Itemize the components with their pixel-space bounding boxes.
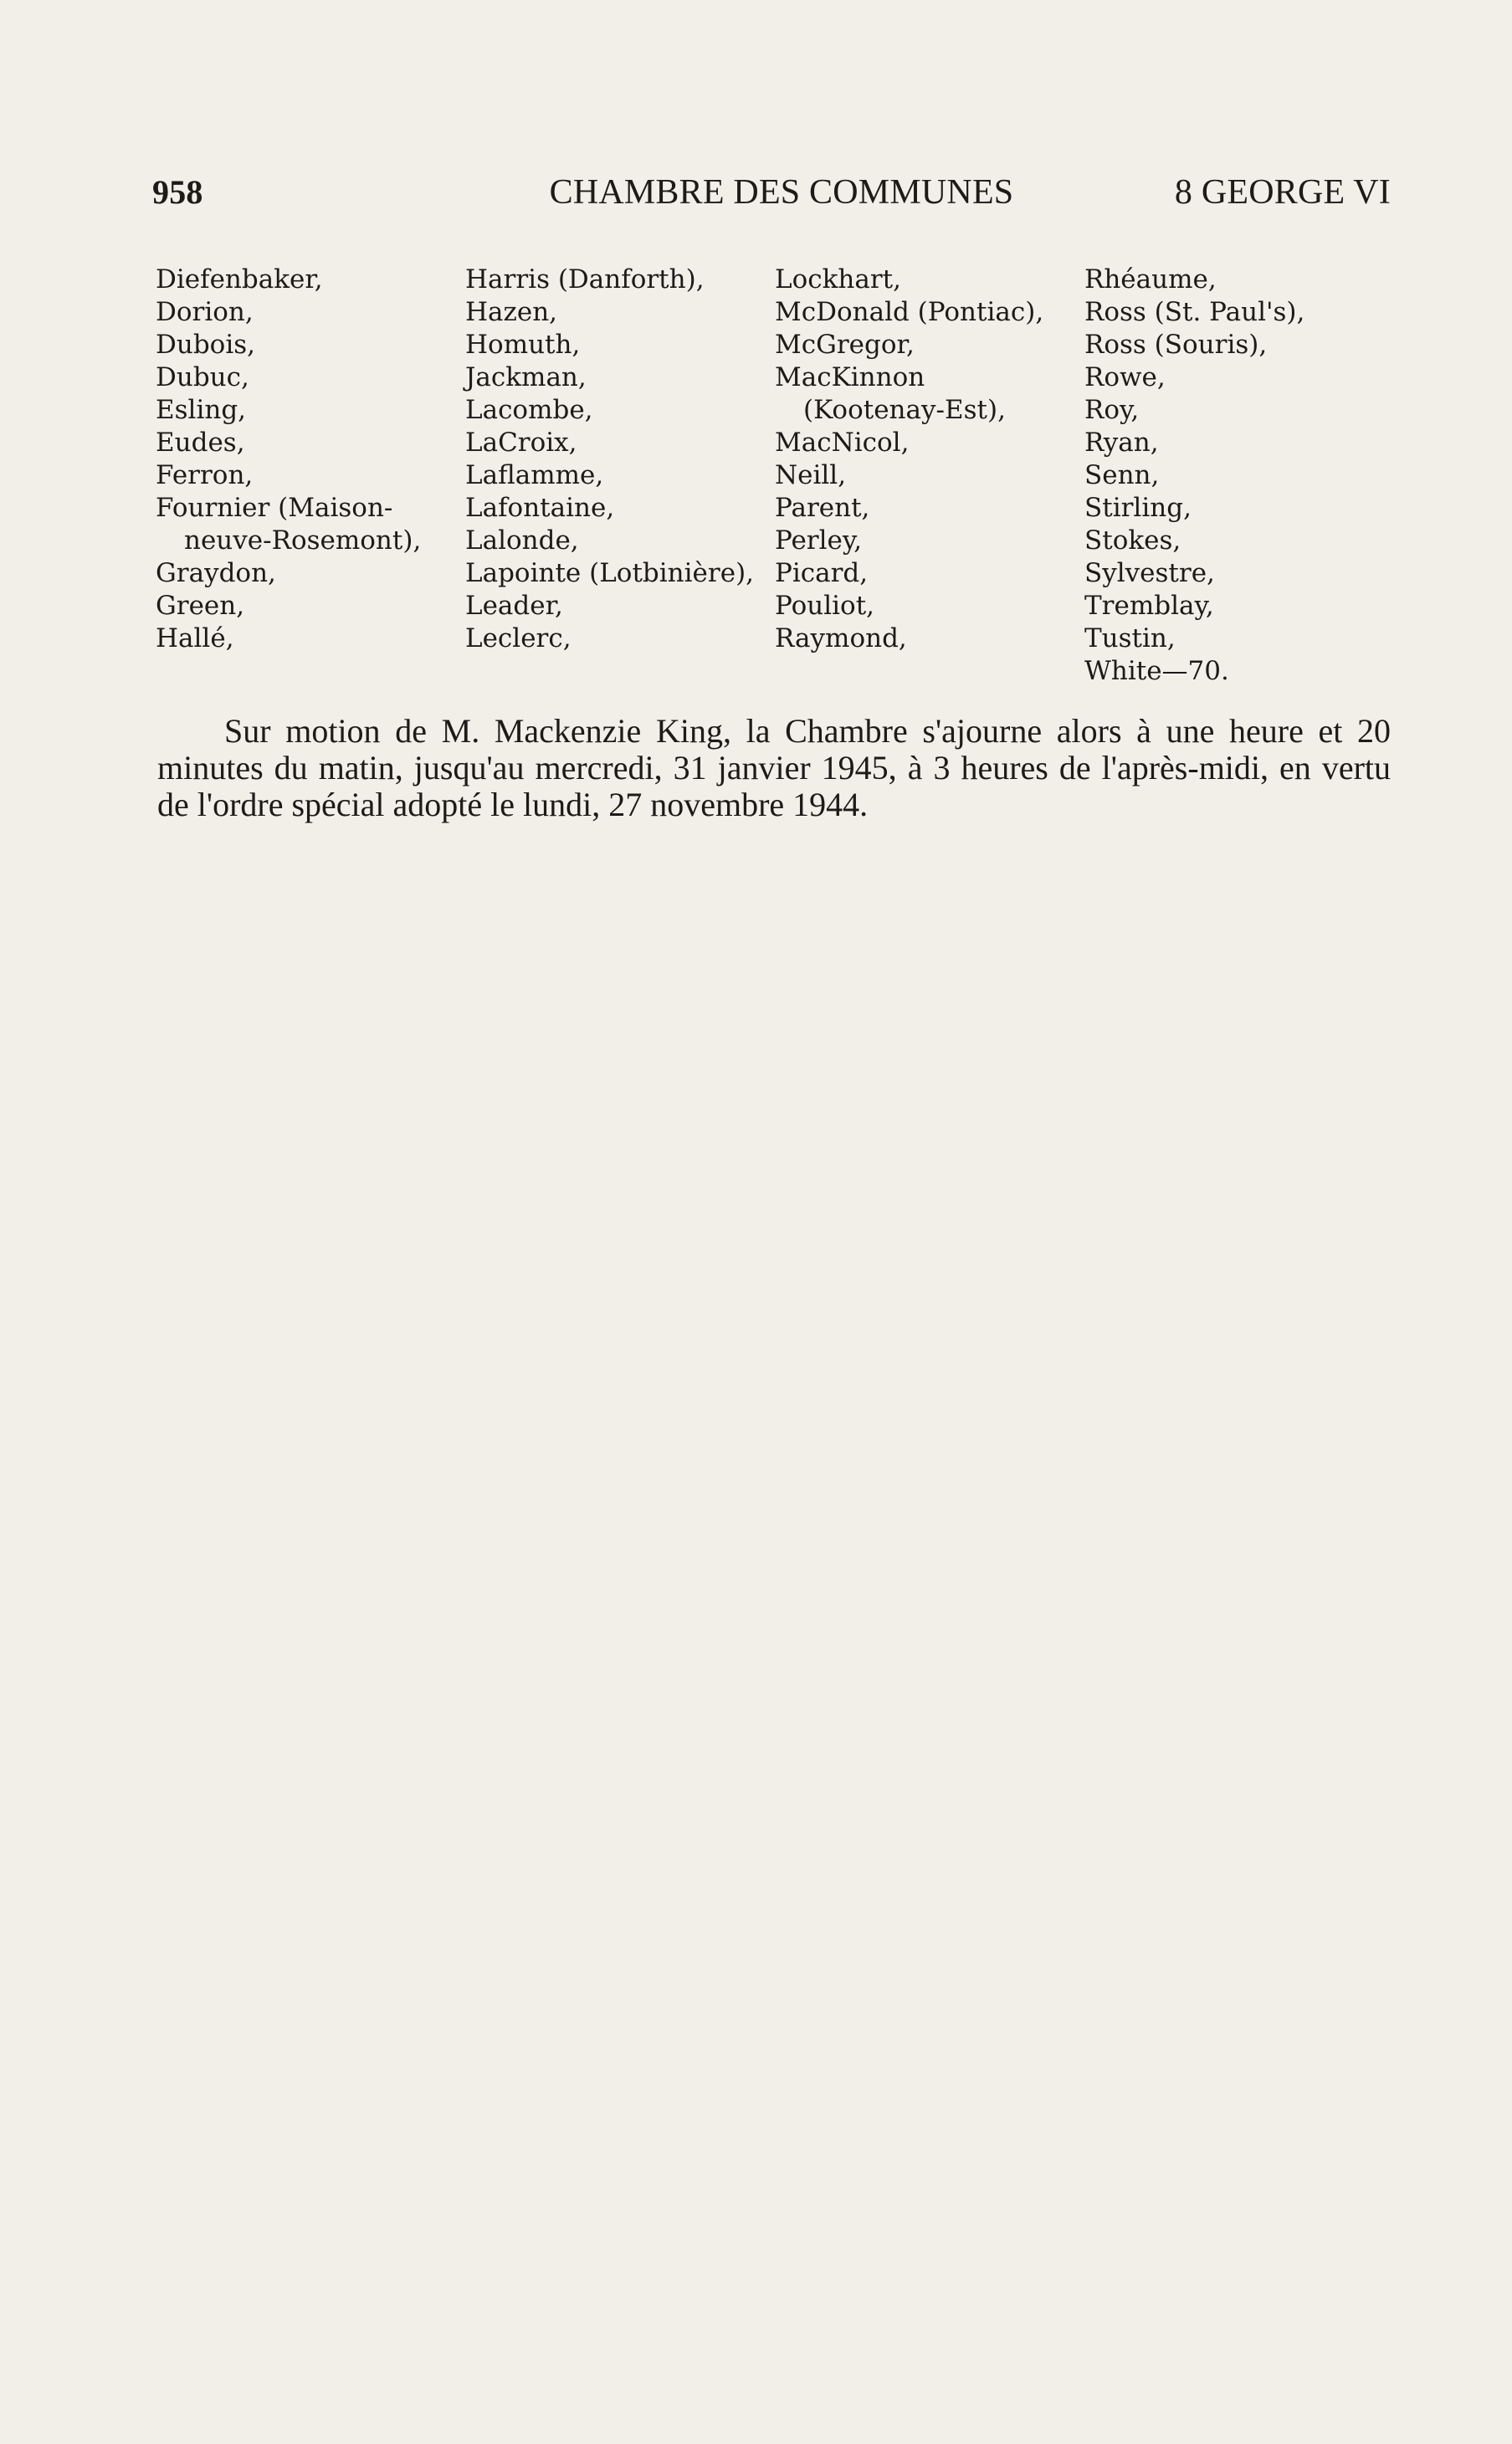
list-item: Homuth, [465, 330, 581, 360]
list-item-continued: neuve-Rosemont), [184, 525, 422, 556]
list-item: Lalonde, [465, 525, 579, 556]
list-item: Neill, [775, 460, 847, 490]
list-item: Harris (Danforth), [465, 264, 705, 295]
list-item: White—70. [1084, 656, 1229, 686]
list-item-continued: (Kootenay-Est), [803, 395, 1006, 425]
list-item: Parent, [775, 493, 870, 523]
reign-label: 8 GEORGE VI [1174, 173, 1391, 212]
list-item: Ross (St. Paul's), [1084, 297, 1305, 327]
list-item: Senn, [1084, 460, 1160, 490]
page-number: 958 [152, 173, 203, 211]
list-item: Roy, [1084, 395, 1140, 425]
list-item: Hallé, [156, 623, 234, 653]
list-item: Leclerc, [465, 623, 571, 653]
list-item: McGregor, [775, 330, 915, 360]
list-item: Jackman, [465, 362, 587, 392]
name-column-4 [1084, 264, 1304, 688]
list-item: Green, [156, 591, 245, 621]
list-item: Diefenbaker, [156, 264, 323, 295]
division-name-list [0, 264, 1512, 699]
list-item: Tremblay, [1084, 591, 1214, 621]
list-item: Dubois, [156, 330, 256, 360]
list-item: MacKinnon [775, 362, 925, 392]
list-item: Esling, [156, 395, 247, 425]
list-item: Dorion, [156, 297, 254, 327]
name-column-2 [465, 264, 754, 655]
list-item: Lapointe (Lotbinière), [465, 558, 755, 588]
list-item: Tustin, [1084, 623, 1176, 653]
name-column-1 [156, 264, 421, 655]
running-title: CHAMBRE DES COMMUNES [549, 173, 1014, 212]
list-item: Ross (Souris), [1084, 330, 1268, 360]
list-item: McDonald (Pontiac), [775, 297, 1044, 327]
list-item: Eudes, [156, 428, 245, 458]
list-item: Lockhart, [775, 264, 901, 295]
page-header [152, 172, 1391, 213]
adjournment-motion-paragraph: Sur motion de M. Mackenzie King, la Chambre s'ajourne alors à une heure et 20 minutes du matin, jusqu'au mercredi, 31 janvier 1945, à 3 heures de l'après-midi, en vertu de l'ordre spécial adopté le lundi, 27 novembre 1944. [157, 712, 1391, 823]
list-item: Sylvestre, [1084, 558, 1215, 588]
list-item: Graydon, [156, 558, 276, 588]
list-item: Hazen, [465, 297, 558, 327]
list-item: Picard, [775, 558, 869, 588]
list-item: Pouliot, [775, 591, 875, 621]
list-item: Fournier (Maison- [156, 493, 393, 523]
name-column-3 [775, 264, 1043, 655]
list-item: Stirling, [1084, 493, 1192, 523]
list-item: Lacombe, [465, 395, 593, 425]
list-item: Stokes, [1084, 525, 1181, 556]
list-item: Lafontaine, [465, 493, 615, 523]
list-item: Rowe, [1084, 362, 1166, 392]
list-item: Rhéaume, [1084, 264, 1217, 295]
list-item: Laflamme, [465, 460, 604, 490]
list-item: Raymond, [775, 623, 907, 653]
list-item: Dubuc, [156, 362, 249, 392]
list-item: MacNicol, [775, 428, 910, 458]
list-item: Perley, [775, 525, 863, 556]
list-item: Ferron, [156, 460, 254, 490]
list-item: Ryan, [1084, 428, 1159, 458]
list-item: Leader, [465, 591, 563, 621]
list-item: LaCroix, [465, 428, 577, 458]
